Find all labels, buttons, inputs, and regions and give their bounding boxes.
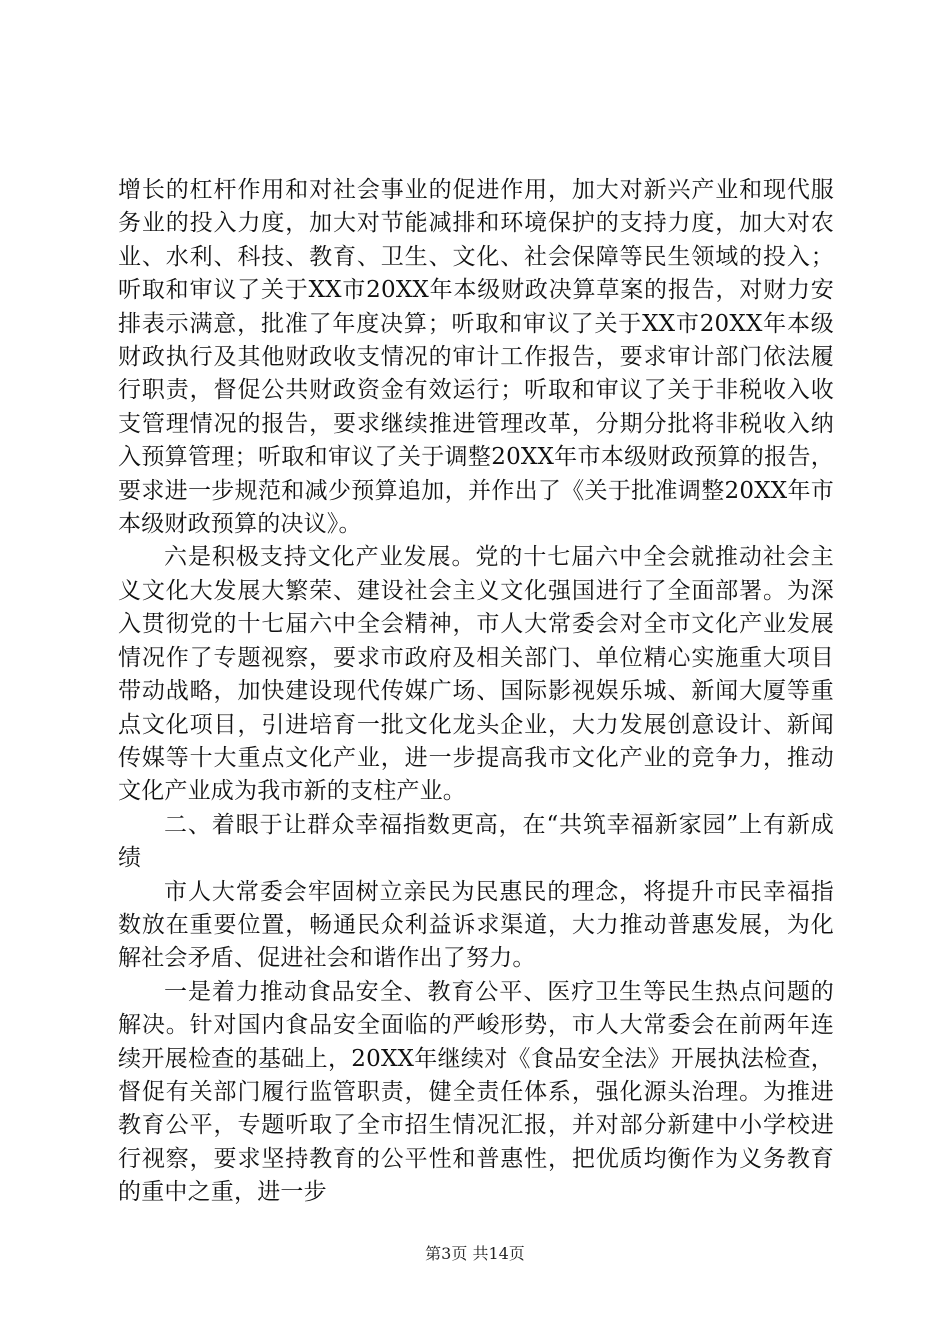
section-heading: 二、着眼于让群众幸福指数更高，在“共筑幸福新家园”上有新成绩: [118, 811, 834, 872]
paragraph-2: 六是积极支持文化产业发展。党的十七届六中全会就推动社会主义文化大发展大繁荣、建设社会主义文化强国进行了全面部署。为深入贯彻党的十七届六中全会精神，市人大常委会对全市文化产业发展情况作了专题视察，要求市政府及相关部门、单位精心实施重大项目带动战略，加快建设现代传媒广场、国际影视娱乐城、新闻大厦等重点文化项目，引进培育一批文化龙头企业，大力发展创意设计、新闻传媒等十大重点文化产业，进一步提高我市文化产业的竞争力，推动文化产业成为我市新的支柱产业。: [118, 544, 834, 805]
paragraph-3: 市人大常委会牢固树立亲民为民惠民的理念，将提升市民幸福指数放在重要位置，畅通民众利益诉求渠道，大力推动普惠发展，为化解社会矛盾、促进社会和谐作出了努力。: [118, 878, 834, 972]
document-body: [118, 174, 834, 1210]
page-number-footer: 第3页 共14页: [425, 1244, 525, 1263]
paragraph-1: 增长的杠杆作用和对社会事业的促进作用，加大对新兴产业和现代服务业的投入力度，加大对节能减排和环境保护的支持力度，加大对农业、水利、科技、教育、卫生、文化、社会保障等民生领域的投入；听取和审议了关于XX市20XX年本级财政决算草案的报告，对财力安排表示满意，批准了年度决算；听取和审议了关于XX市20XX年本级财政执行及其他财政收支情况的审计工作报告，要求审计部门依法履行职责，督促公共财政资金有效运行；听取和审议了关于非税收入收支管理情况的报告，要求继续推进管理改革，分期分批将非税收入纳入预算管理；听取和审议了关于调整20XX年市本级财政预算的报告，要求进一步规范和减少预算追加，并作出了《关于批准调整20XX年市本级财政预算的决议》。: [118, 177, 834, 538]
paragraph-4: 一是着力推动食品安全、教育公平、医疗卫生等民生热点问题的解决。针对国内食品安全面临的严峻形势，市人大常委会在前两年连续开展检查的基础上，20XX年继续对《食品安全法》开展执法检查，督促有关部门履行监管职责，健全责任体系，强化源头治理。为推进教育公平，专题听取了全市招生情况汇报，并对部分新建中小学校进行视察，要求坚持教育的公平性和普惠性，把优质均衡作为义务教育的重中之重，进一步: [118, 978, 834, 1206]
